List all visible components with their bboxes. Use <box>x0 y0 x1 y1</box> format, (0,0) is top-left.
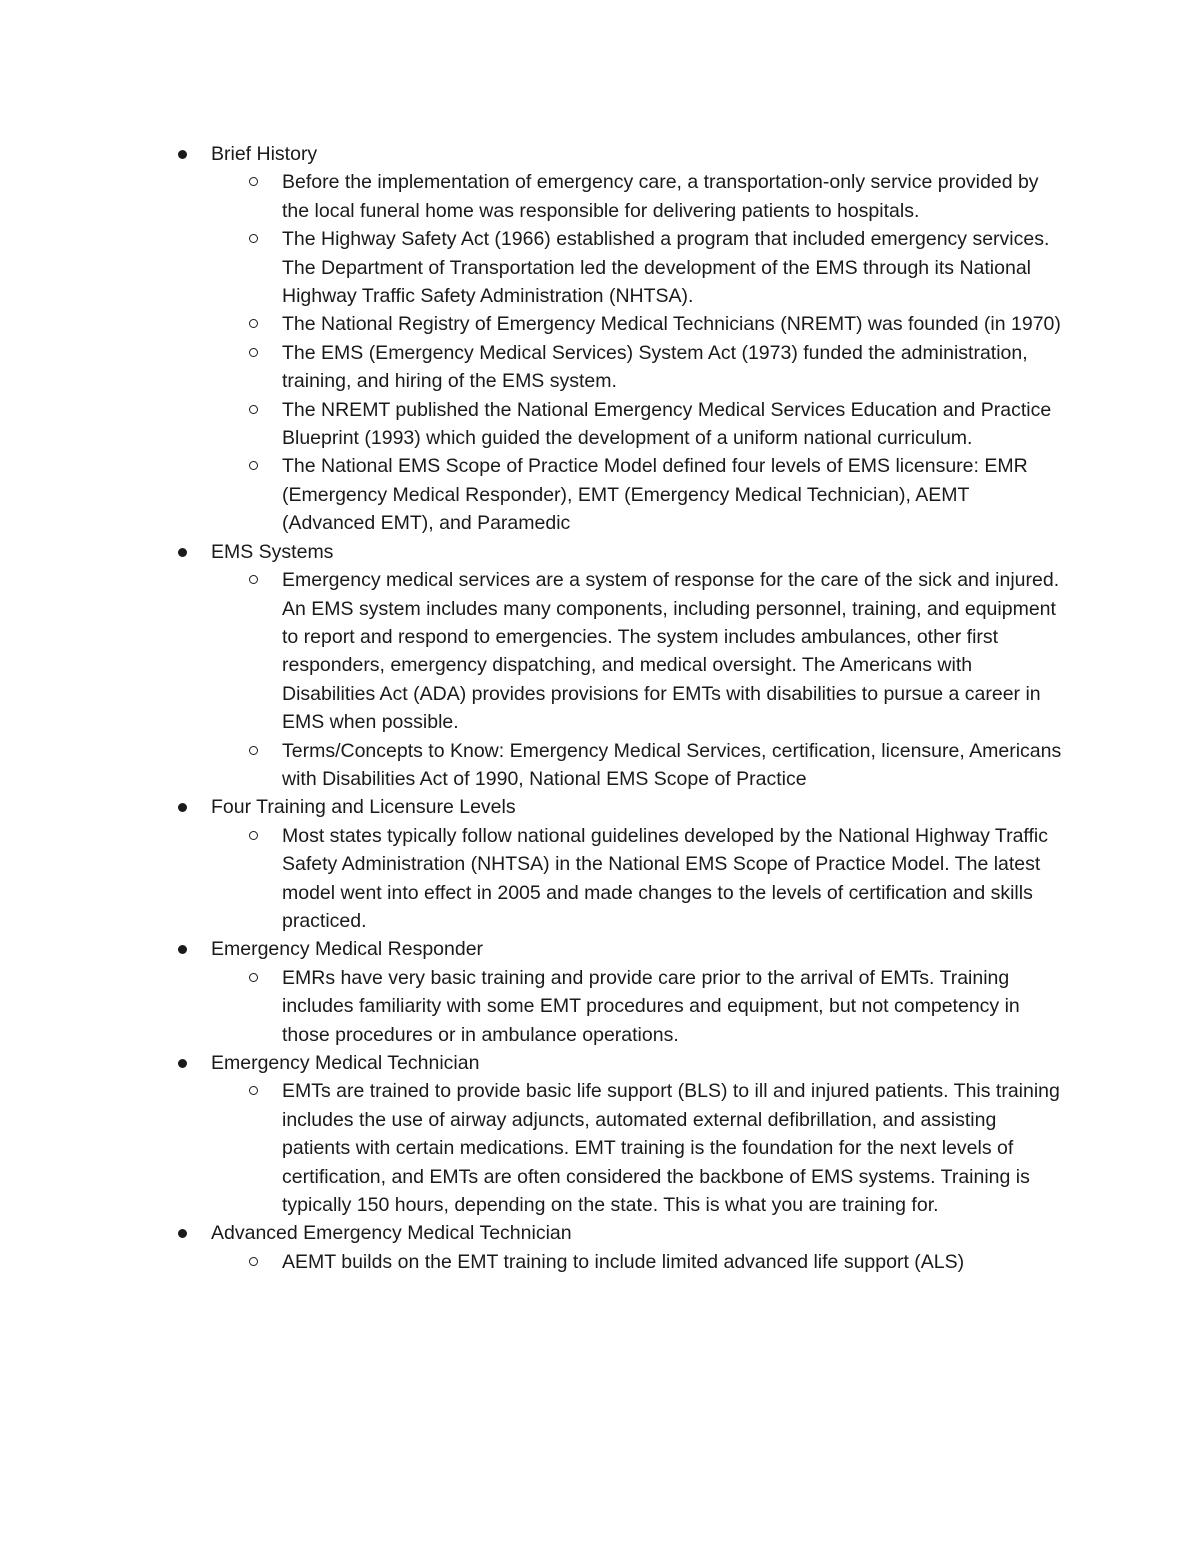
sub-list <box>0 1077 1061 1219</box>
hollow-bullet-icon <box>249 1086 258 1095</box>
list-item-text: Emergency medical services are a system of response for the care of the sick and injured. An EMS system includes many components, including personnel, training, and equipment to report and respond to emergencies. The system includes ambulances, other first responders, emergency dispatching, and medical oversight. The Americans with Disabilities Act (ADA) provides provisions for EMTs with disabilities to pursue a career in EMS when possible. <box>282 569 1060 734</box>
list-item <box>0 225 1062 310</box>
section-title: Advanced Emergency Medical Technician <box>211 1222 572 1245</box>
list-item-text: Terms/Concepts to Know: Emergency Medical Services, certification, licensure, Americans with Disabilities Act of 1990, National EMS Scope of Practice <box>282 739 1062 790</box>
filled-bullet-icon <box>178 945 187 954</box>
section-title: Emergency Medical Technician <box>211 1052 480 1074</box>
filled-bullet-icon <box>178 1229 187 1238</box>
list-item-text: EMRs have very basic training and provide care prior to the arrival of EMTs. Training includes familiarity with some EMT procedures and equipment, but not competency in those procedures or in ambulance operations. <box>282 966 1020 1046</box>
hollow-bullet-icon <box>249 831 258 840</box>
outline-list <box>0 140 1200 1276</box>
sub-list <box>0 822 1061 936</box>
list-item-text: The EMS (Emergency Medical Services) System Act (1973) funded the administration, training, and hiring of the EMS system. <box>282 341 1028 393</box>
section-title: Emergency Medical Responder <box>211 938 484 961</box>
hollow-bullet-icon <box>249 234 258 243</box>
hollow-bullet-icon <box>249 973 258 982</box>
section-title: Brief History <box>211 143 318 165</box>
hollow-bullet-icon <box>249 575 258 584</box>
sub-list <box>0 1248 1061 1276</box>
section-aemt <box>0 1219 1061 1276</box>
filled-bullet-icon <box>178 1059 187 1068</box>
list-item-text: The Highway Safety Act (1966) established a program that included emergency services. The Department of Transportation led the development of the EMS through its National Highway Traffic Safety Administration (NHTSA). <box>282 228 1050 308</box>
list-item <box>0 964 1062 1049</box>
section-title: EMS Systems <box>211 540 334 563</box>
filled-bullet-icon <box>178 150 187 159</box>
list-item <box>0 168 1062 225</box>
hollow-bullet-icon <box>249 1257 258 1266</box>
sub-list <box>0 168 1061 537</box>
list-item <box>0 452 1062 537</box>
section-title: Four Training and Licensure Levels <box>211 796 516 819</box>
section-training-levels <box>0 793 1061 935</box>
list-item-text: The National Registry of Emergency Medical Technicians (NREMT) was founded (in 1970) <box>282 313 1061 336</box>
list-item-text: AEMT builds on the EMT training to include limited advanced life support (ALS) <box>282 1250 965 1273</box>
sub-list <box>0 566 1061 793</box>
filled-bullet-icon <box>178 803 187 812</box>
section-emt <box>0 1049 1061 1219</box>
section-brief-history <box>0 140 1061 538</box>
list-item-text: EMTs are trained to provide basic life support (BLS) to ill and injured patients. This training includes the use of airway adjuncts, automated external defibrillation, and assisting patients with certain medications. EMT training is the foundation for the next levels of certification, and EMTs are often considered the backbone of EMS systems. Training is typically 150 hours, depending on the state. This is what you are training for. <box>282 1080 1060 1217</box>
hollow-bullet-icon <box>249 348 258 357</box>
hollow-bullet-icon <box>249 319 258 328</box>
list-item-text: The National EMS Scope of Practice Model defined four levels of EMS licensure: EMR (Emergency Medical Responder), EMT (Emergency Medical Technician), AEMT (Advanced EMT), and Paramedic <box>282 455 1028 535</box>
list-item-text: Before the implementation of emergency care, a transportation-only service provided by the local funeral home was responsible for delivering patients to hospitals. <box>282 171 1039 222</box>
hollow-bullet-icon <box>249 405 258 414</box>
list-item <box>0 339 1062 396</box>
list-item-text: Most states typically follow national guidelines developed by the National Highway Traffic Safety Administration (NHTSA) in the National EMS Scope of Practice Model. The latest model went into effect in 2005 and made changes to the levels of certification and skills practiced. <box>282 824 1048 932</box>
list-item <box>0 1248 1062 1276</box>
list-item <box>0 566 1062 736</box>
hollow-bullet-icon <box>249 746 258 755</box>
section-emr <box>0 935 1061 1049</box>
list-item-text: The NREMT published the National Emergency Medical Services Education and Practice Blueprint (1993) which guided the development of a uniform national curriculum. <box>282 398 1052 450</box>
list-item <box>0 396 1062 453</box>
hollow-bullet-icon <box>249 461 258 470</box>
list-item <box>0 1077 1062 1219</box>
sub-list <box>0 964 1061 1049</box>
list-item <box>0 822 1062 936</box>
hollow-bullet-icon <box>249 177 258 186</box>
list-item <box>0 737 1062 794</box>
section-ems-systems <box>0 538 1061 794</box>
list-item <box>0 310 1062 338</box>
filled-bullet-icon <box>178 548 187 557</box>
